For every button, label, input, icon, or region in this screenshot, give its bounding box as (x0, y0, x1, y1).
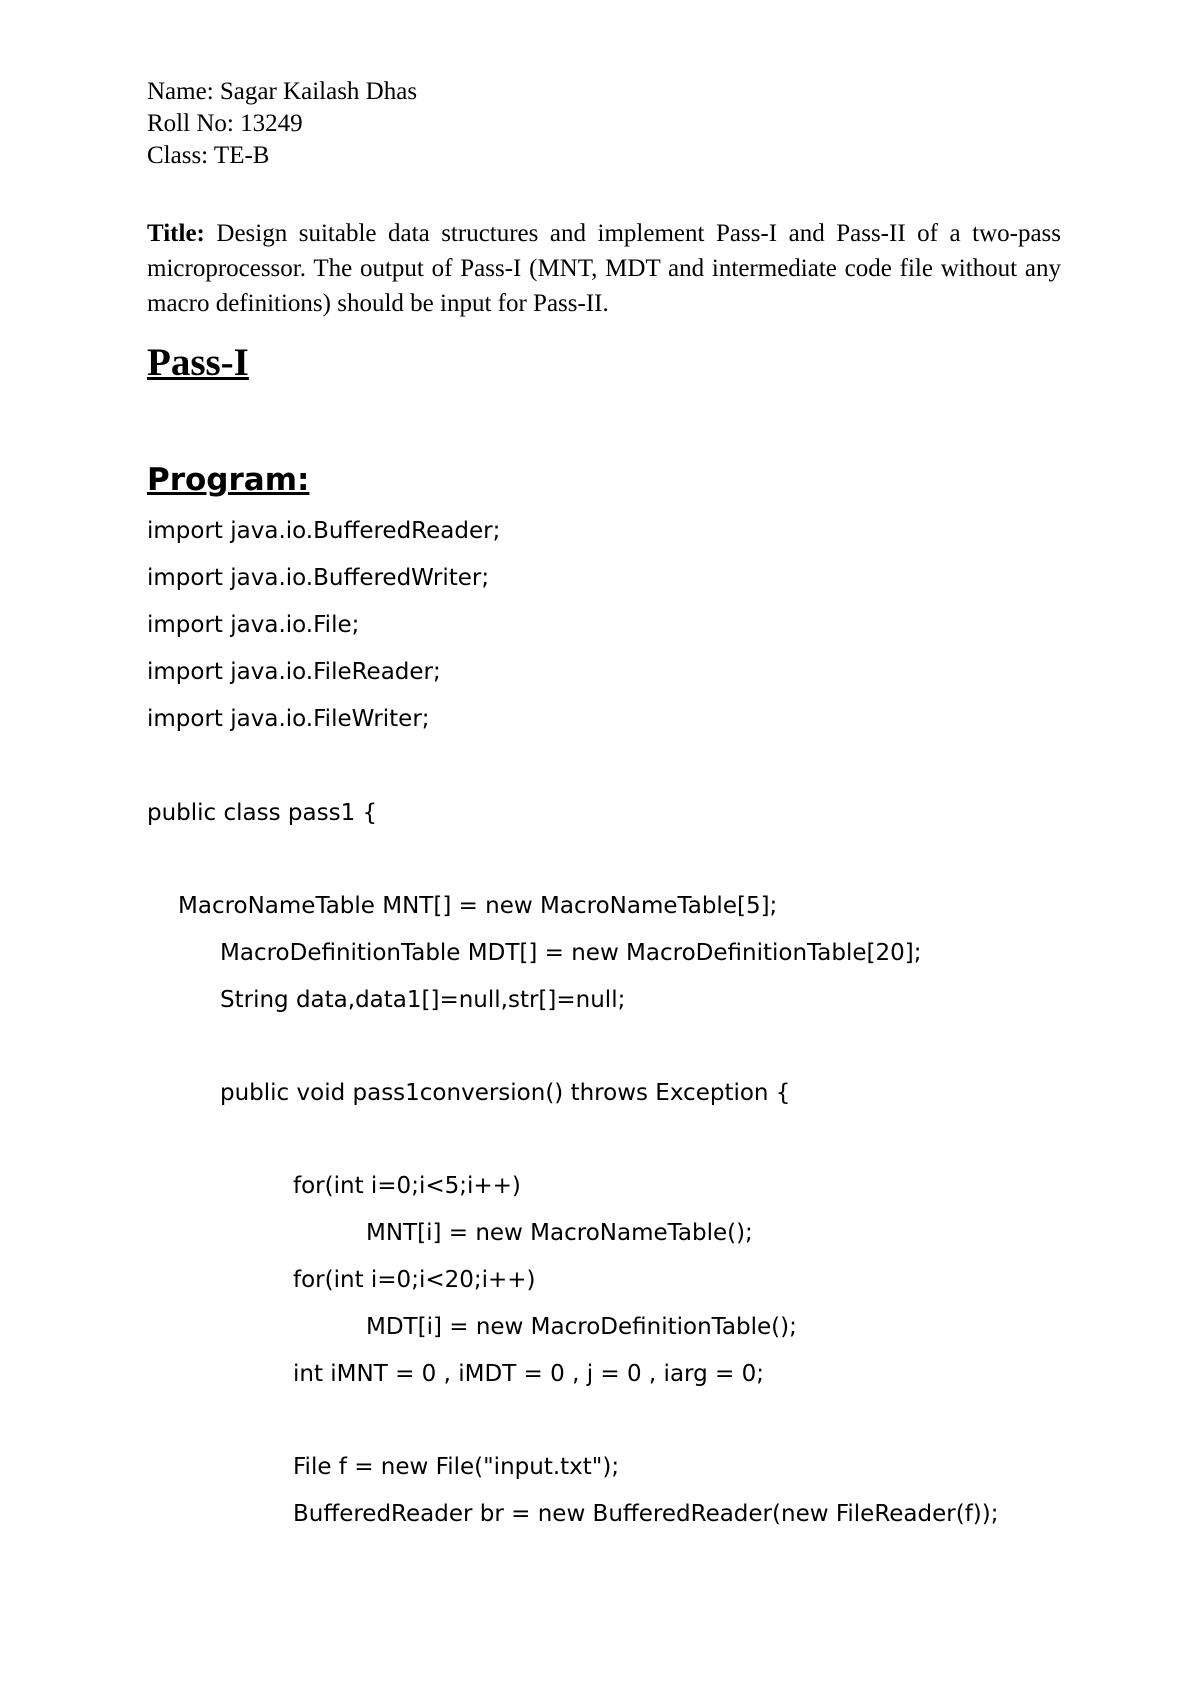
code-line: MacroNameTable MNT[] = new MacroNameTable[5]; (178, 893, 778, 919)
roll-number: Roll No: 13249 (147, 110, 303, 137)
assignment-title (147, 216, 1061, 321)
code-line: for(int i=0;i<20;i++) (293, 1267, 536, 1293)
code-line: import java.io.BufferedReader; (147, 518, 501, 544)
title-text: Design suitable data structures and implement Pass-I and Pass-II of a two-pass microprocessor. The output of Pass-I (MNT, MDT and intermediate code file without any macro definitions) should be input for Pass-II. (147, 220, 1062, 317)
code-line: MacroDefinitionTable MDT[] = new MacroDefinitionTable[20]; (220, 940, 922, 966)
code-line: MDT[i] = new MacroDefinitionTable(); (366, 1314, 797, 1340)
class-label: Class: TE-B (147, 142, 270, 169)
code-line: String data,data1[]=null,str[]=null; (220, 987, 626, 1013)
code-line: for(int i=0;i<5;i++) (293, 1173, 521, 1199)
code-line: public class pass1 { (147, 800, 378, 826)
code-line: int iMNT = 0 , iMDT = 0 , j = 0 , iarg = 0; (293, 1361, 764, 1387)
code-line: MNT[i] = new MacroNameTable(); (366, 1220, 753, 1246)
code-line: BufferedReader br = new BufferedReader(new FileReader(f)); (293, 1501, 999, 1527)
code-line: import java.io.BufferedWriter; (147, 565, 490, 591)
code-line: public void pass1conversion() throws Exception { (220, 1080, 791, 1106)
code-line: import java.io.File; (147, 612, 360, 638)
section-heading: Pass-I (147, 341, 249, 384)
code-line: File f = new File("input.txt"); (293, 1454, 620, 1480)
code-line: import java.io.FileWriter; (147, 706, 430, 732)
program-heading: Program: (147, 462, 310, 498)
title-label: Title: (147, 220, 205, 247)
student-name: Name: Sagar Kailash Dhas (147, 78, 418, 105)
code-line: import java.io.FileReader; (147, 659, 441, 685)
